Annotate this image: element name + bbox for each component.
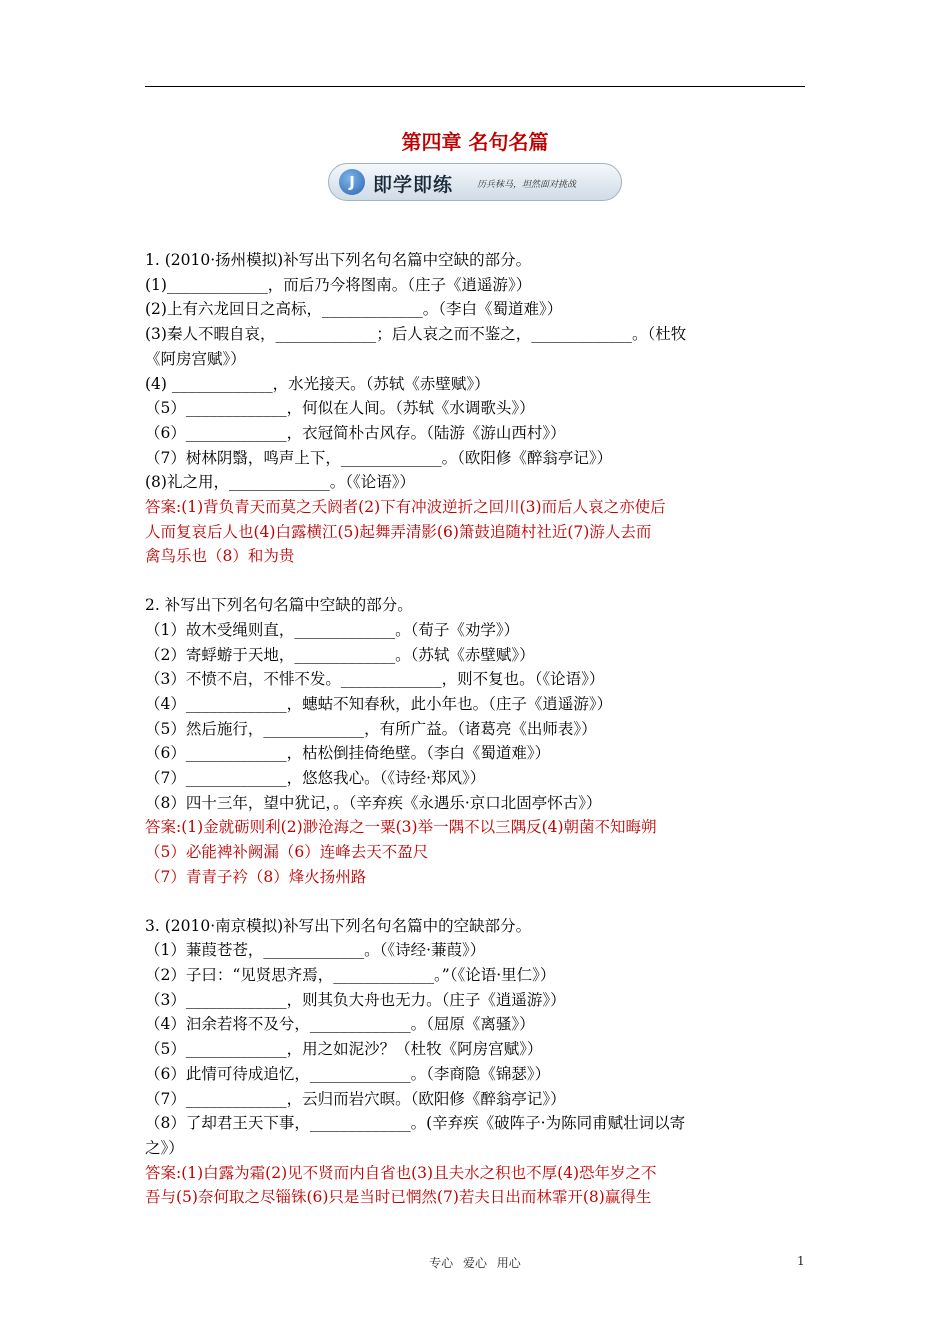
answer-line: （5）必能裨补阙漏（6）连峰去天不盈尺 — [145, 843, 429, 862]
question-line: 1. (2010·扬州模拟)补写出下列名句名篇中空缺的部分。 — [145, 251, 532, 269]
answer-line: 答案:(1)金就砺则利(2)渺沧海之一粟(3)举一隅不以三隅反(4)朝菌不知晦朔 — [145, 818, 657, 837]
question-line: （3）不愤不启，不悱不发。_____________，则不复也。（《论语》） — [145, 670, 605, 689]
question-line: （4）_____________，蟪蛄不知春秋，此小年也。（庄子《逍遥游》） — [145, 694, 613, 713]
question-line: （2）子曰：“见贤思齐焉，_____________。”（《论语·里仁》） — [145, 965, 556, 984]
question-line: 3. (2010·南京模拟)补写出下列名句名篇中的空缺部分。 — [145, 916, 532, 935]
question-line: （1）蒹葭苍苍，_____________。（《诗经·蒹葭》） — [145, 941, 486, 960]
question-line: （1）故木受绳则直，_____________。（荀子《劝学》） — [145, 620, 520, 639]
question-2 — [145, 593, 807, 889]
question-line: （7）_____________，悠悠我心。（《诗经·郑风》） — [145, 769, 486, 788]
question-line: （8）四十三年，望中犹记，。（辛弃疾《永遇乐·京口北固亭怀古》） — [145, 793, 602, 812]
question-line: 2. 补写出下列名句名篇中空缺的部分。 — [145, 596, 413, 615]
j-badge-icon: J — [339, 169, 365, 195]
answer-line: 吾与(5)奈何取之尽锱铢(6)只是当时已惘然(7)若夫日出而林霏开(8)赢得生 — [145, 1188, 652, 1207]
question-line: （5）然后施行，_____________，有所广益。（诸葛亮《出师表》） — [145, 719, 597, 738]
question-line: (2)上有六龙回日之高标，_____________。（李白《蜀道难》） — [145, 300, 563, 319]
question-line: （8）了却君王天下事，_____________。(辛弃疾《破阵子·为陈同甫赋壮词以寄 — [145, 1114, 686, 1133]
question-line: (4) _____________，水光接天。（苏轼《赤壁赋》） — [145, 374, 490, 393]
question-line: （5）_____________，何似在人间。（苏轼《水调歌头》） — [145, 399, 535, 418]
question-line: （7）_____________，云归而岩穴暝。（欧阳修《醉翁亭记》） — [145, 1089, 566, 1108]
question-line: （2）寄蜉蝣于天地，_____________。（苏轼《赤壁赋》） — [145, 645, 535, 664]
question-line: (3)秦人不暇自哀，_____________；后人哀之而不鉴之，_____________。（杜牧 — [145, 325, 687, 344]
question-line: （3）_____________，则其负大舟也无力。（庄子《逍遥游》） — [145, 990, 566, 1009]
answer-line: 答案:(1)白露为霜(2)见不贤而内自省也(3)且夫水之积也不厚(4)恐年岁之不 — [145, 1163, 657, 1182]
footer-motto: 专心 爱心 用心 — [429, 1256, 521, 1270]
question-3 — [145, 914, 807, 1210]
document-content — [145, 248, 807, 1210]
page-number: 1 — [797, 1254, 805, 1268]
practice-banner — [328, 163, 622, 201]
question-line: （7）树林阴翳，鸣声上下，_____________。（欧阳修《醉翁亭记》） — [145, 448, 613, 467]
question-1 — [145, 248, 807, 569]
answer-line: （7）青青子衿（8）烽火扬州路 — [145, 867, 367, 886]
question-line: （6）此情可待成追忆，_____________。（李商隐《锦瑟》） — [145, 1064, 551, 1083]
question-line: (1)_____________，而后乃今将图南。（庄子《逍遥游》） — [145, 275, 532, 294]
question-line: (8)礼之用，_____________。（《论语》） — [145, 473, 415, 492]
answer-line: 答案:(1)背负青天而莫之夭阏者(2)下有冲波逆折之回川(3)而后人哀之亦使后 — [145, 498, 666, 517]
question-line: （5）_____________，用之如泥沙？（杜牧《阿房宫赋》） — [145, 1040, 543, 1059]
answer-line: 人而复哀后人也(4)白露横江(5)起舞弄清影(6)箫鼓追随村社近(7)游人去而 — [145, 522, 652, 541]
answer-line: 禽鸟乐也（8）和为贵 — [145, 547, 295, 566]
question-line: （4）汩余若将不及兮，_____________。（屈原《离骚》） — [145, 1015, 535, 1034]
page-title: 第四章 名句名篇 — [401, 130, 549, 154]
question-line: （6）_____________，枯松倒挂倚绝壁。（李白《蜀道难》） — [145, 744, 551, 763]
banner-sub-text: 历兵秣马，坦然面对挑战 — [477, 180, 577, 190]
banner-main-text: 即学即练 — [373, 174, 454, 196]
question-line: （6）_____________，衣冠简朴古风存。（陆游《游山西村》） — [145, 423, 566, 442]
question-line: 之》） — [145, 1138, 184, 1157]
question-line: 《阿房宫赋》） — [145, 349, 246, 368]
header-rule — [145, 86, 805, 87]
